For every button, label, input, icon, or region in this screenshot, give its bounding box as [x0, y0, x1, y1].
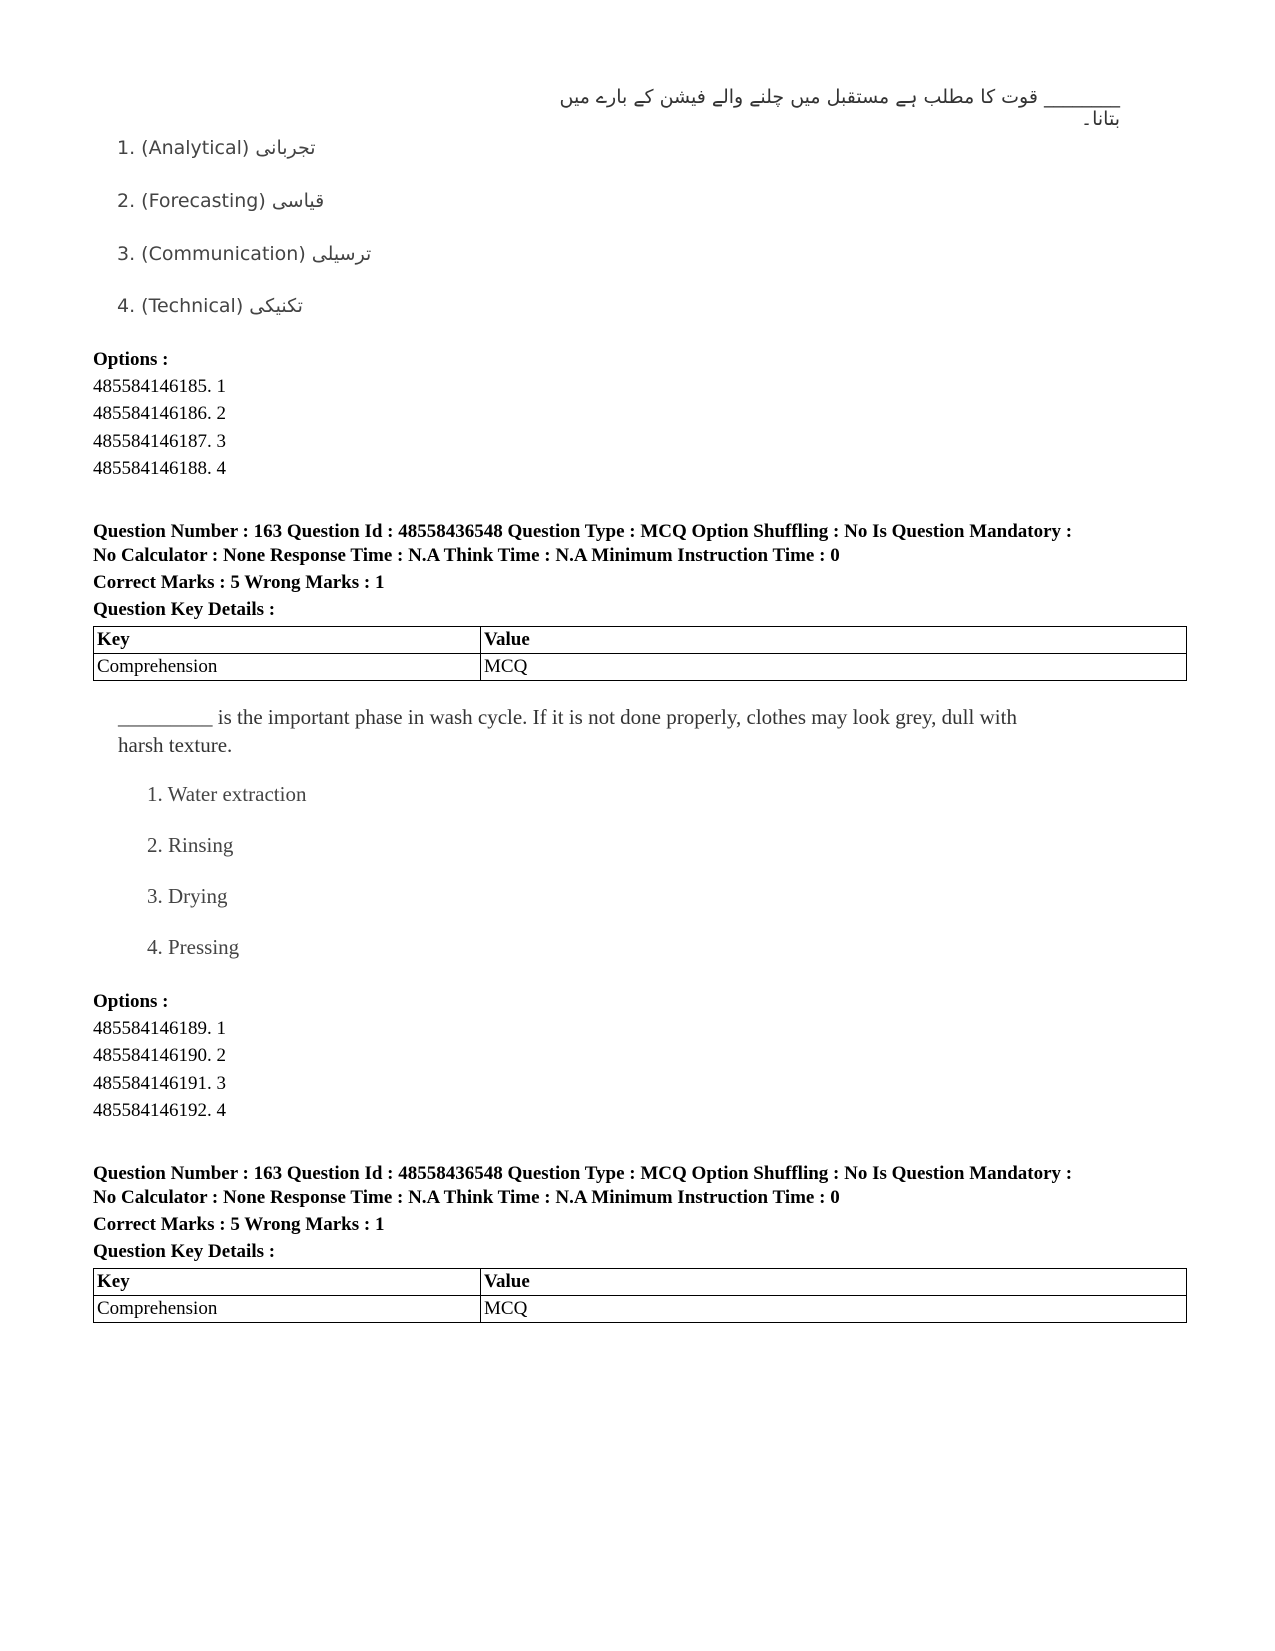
english-choice-2: 2. Rinsing [147, 833, 234, 857]
urdu-choice-2: 2. (Forecasting) قیاسی [117, 190, 325, 212]
key-details-title: Question Key Details : [93, 1241, 276, 1262]
table-header-row [94, 1269, 1187, 1296]
english-choice-1: 1. Water extraction [147, 782, 307, 806]
table-cell-value: MCQ [481, 1296, 1187, 1323]
english-choice-4: 4. Pressing [147, 935, 240, 959]
key-details-table [93, 626, 1187, 681]
urdu-choice-4: 4. (Technical) تکنیکی [117, 295, 303, 317]
urdu-choice-1: 1. (Analytical) تجربانی [117, 137, 316, 159]
option-line: 485584146188. 4 [93, 458, 226, 479]
question-meta-line-2: No Calculator : None Response Time : N.A Think Time : N.A Minimum Instruction Time : 0 [93, 1187, 840, 1208]
urdu-choice-3: 3. (Communication) ترسیلی [117, 243, 372, 265]
table-cell-key: Comprehension [94, 1296, 481, 1323]
table-header-value: Value [481, 1269, 1187, 1296]
table-row [94, 654, 1187, 681]
option-line: 485584146185. 1 [93, 376, 226, 397]
urdu-question-text: ________ قوت کا مطلب ہے مستقبل میں چلنے والے فیشن کے بارے میں بتانا۔ [559, 86, 1120, 130]
option-line: 485584146186. 2 [93, 403, 226, 424]
question-meta-line-1: Question Number : 163 Question Id : 48558436548 Question Type : MCQ Option Shuffling : No Is Question Mandatory : [93, 1163, 1073, 1184]
option-line: 485584146189. 1 [93, 1018, 226, 1039]
question-meta [93, 520, 1193, 568]
marks-line: Correct Marks : 5 Wrong Marks : 1 [93, 1214, 385, 1235]
options-title: Options : [93, 349, 169, 370]
question-meta-line-2: No Calculator : None Response Time : N.A Think Time : N.A Minimum Instruction Time : 0 [93, 545, 840, 566]
table-header-key: Key [94, 1269, 481, 1296]
question-meta [93, 1162, 1193, 1210]
table-cell-key: Comprehension [94, 654, 481, 681]
table-header-row [94, 627, 1187, 654]
option-line: 485584146192. 4 [93, 1100, 226, 1121]
question-meta-line-1: Question Number : 163 Question Id : 48558436548 Question Type : MCQ Option Shuffling : No Is Question Mandatory : [93, 521, 1073, 542]
key-details-table [93, 1268, 1187, 1323]
table-header-key: Key [94, 627, 481, 654]
key-details-title: Question Key Details : [93, 599, 276, 620]
table-header-value: Value [481, 627, 1187, 654]
table-row [94, 1296, 1187, 1323]
table-cell-value: MCQ [481, 654, 1187, 681]
marks-line: Correct Marks : 5 Wrong Marks : 1 [93, 572, 385, 593]
option-line: 485584146191. 3 [93, 1073, 226, 1094]
english-question-text [118, 703, 1138, 759]
option-line: 485584146190. 2 [93, 1045, 226, 1066]
option-line: 485584146187. 3 [93, 431, 226, 452]
english-choice-3: 3. Drying [147, 884, 228, 908]
english-question-line-2: harsh texture. [118, 733, 233, 757]
options-title: Options : [93, 991, 169, 1012]
english-question-line-1: _________ is the important phase in wash cycle. If it is not done properly, clothes may look grey, dull with [118, 705, 1017, 729]
